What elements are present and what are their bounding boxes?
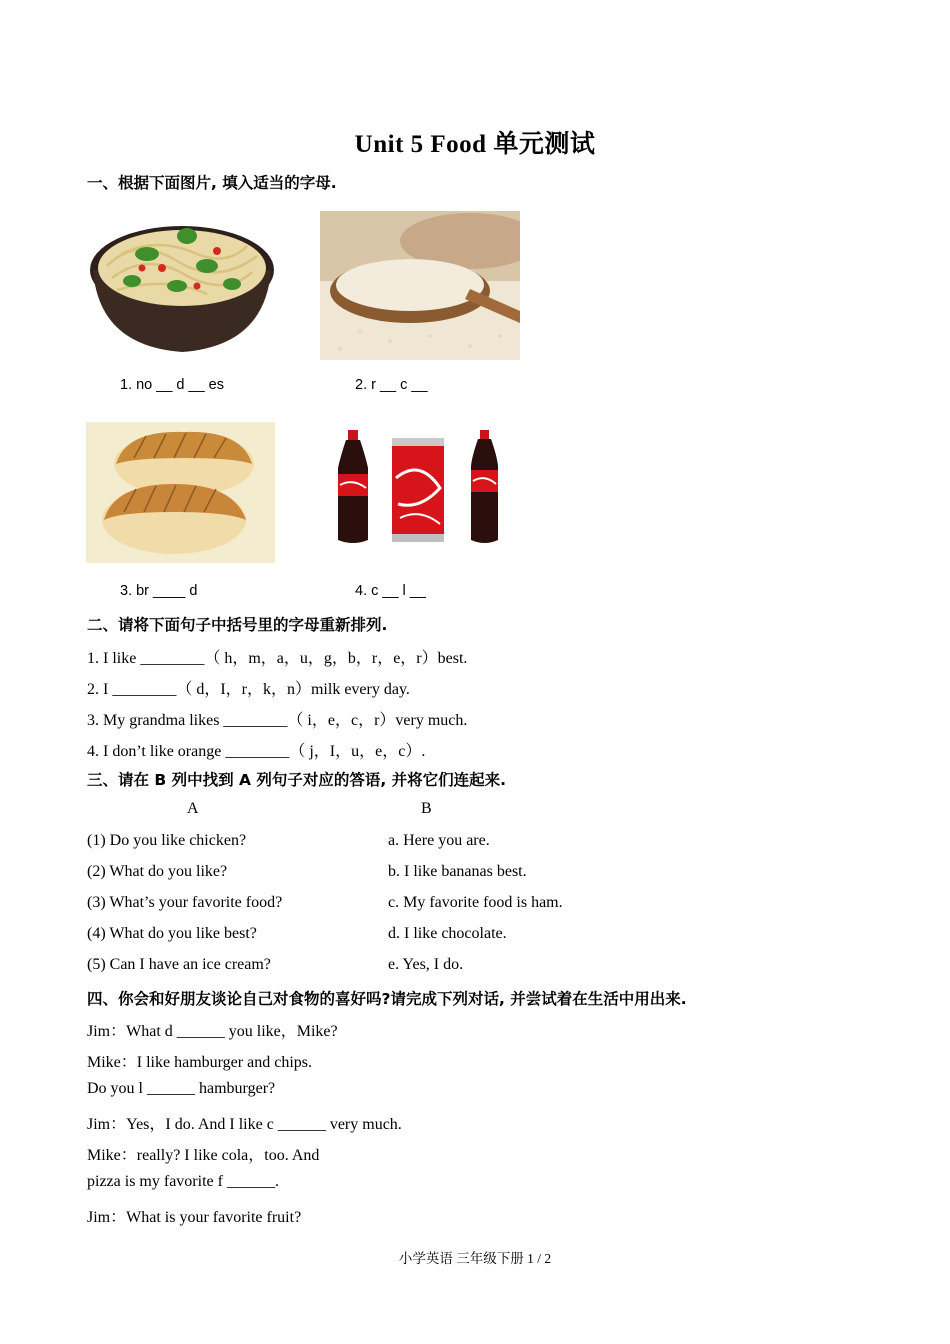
bread-picture: [86, 422, 275, 563]
rearrange-line: 4. I don’t like orange ________（ j，I，u，e，c）.: [87, 743, 426, 760]
column-b-header: B: [421, 800, 432, 817]
cola-picture: [330, 428, 510, 548]
column-b-item: c. My favorite food is ham.: [388, 894, 563, 911]
column-b-item: e. Yes, I do.: [388, 956, 464, 973]
dialogue-line: Mike：really? I like cola，too. And: [87, 1147, 320, 1164]
section-4-heading: 四、你会和好朋友谈论自己对食物的喜好吗?请完成下列对话, 并尝试着在生活中用出来.: [87, 990, 687, 1008]
dialogue-line: pizza is my favorite f ______.: [87, 1173, 279, 1190]
section-2-heading: 二、请将下面句子中括号里的字母重新排列.: [87, 616, 388, 634]
rearrange-line: 2. I ________（ d，I，r，k，n）milk every day.: [87, 681, 410, 698]
dialogue-line: Jim：What is your favorite fruit?: [87, 1209, 302, 1226]
dialogue-line: Mike：I like hamburger and chips.: [87, 1054, 312, 1071]
dialogue-line: Jim：Yes，I do. And I like c ______ very much.: [87, 1116, 402, 1133]
column-a-item: (1) Do you like chicken?: [87, 832, 247, 849]
column-b-item: a. Here you are.: [388, 832, 490, 849]
rearrange-line: 3. My grandma likes ________（ i，e，c，r）very much.: [87, 712, 468, 729]
rearrange-line: 1. I like ________（ h，m，a，u，g，b，r，e，r）best.: [87, 650, 468, 667]
noodles-picture: [87, 206, 277, 356]
item-4-label: 4. c __ l __: [355, 583, 426, 599]
page-title: Unit 5 Food 单元测试: [354, 131, 596, 158]
section-1-heading: 一、根据下面图片, 填入适当的字母.: [87, 174, 337, 192]
dialogue-line: Do you l ______ hamburger?: [87, 1080, 276, 1097]
column-a-item: (5) Can I have an ice cream?: [87, 956, 271, 973]
column-a-item: (4) What do you like best?: [87, 925, 257, 942]
item-2-label: 2. r __ c __: [355, 377, 428, 393]
item-3-label: 3. br ____ d: [120, 583, 198, 599]
page-footer: 小学英语 三年级下册 1 / 2: [398, 1251, 552, 1266]
column-a-item: (3) What’s your favorite food?: [87, 894, 283, 911]
column-b-item: b. I like bananas best.: [388, 863, 527, 880]
dialogue-line: Jim：What d ______ you like，Mike?: [87, 1023, 338, 1040]
section-3-heading: 三、请在 B 列中找到 A 列句子对应的答语, 并将它们连起来.: [87, 771, 507, 789]
column-a-header: A: [187, 800, 199, 817]
column-b-item: d. I like chocolate.: [388, 925, 507, 942]
column-a-item: (2) What do you like?: [87, 863, 228, 880]
item-1-label: 1. no __ d __ es: [120, 377, 224, 393]
rice-picture: [320, 211, 520, 360]
